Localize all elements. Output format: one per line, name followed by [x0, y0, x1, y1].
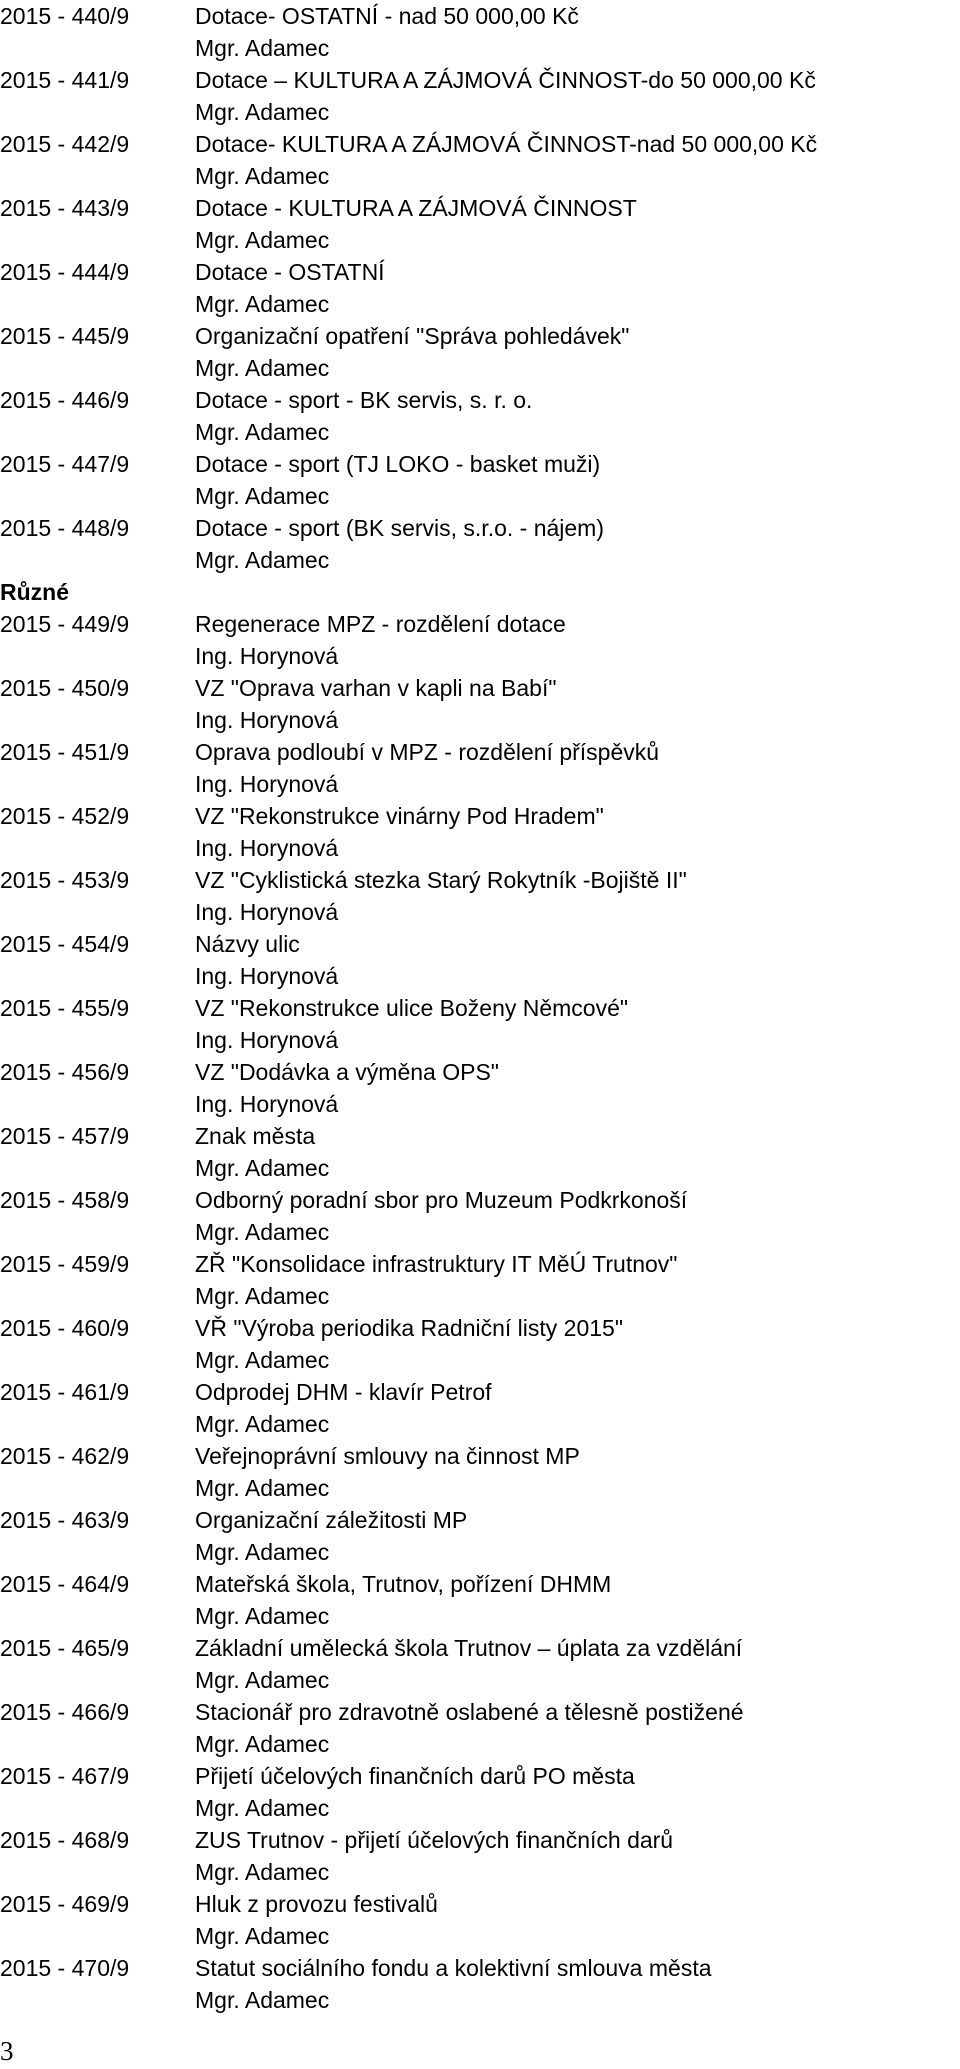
resolution-row	[0, 1760, 960, 1792]
responsible-person: Mgr. Adamec	[195, 163, 330, 189]
resolution-number: 2015 - 466/9	[0, 1699, 130, 1725]
responsible-person: Mgr. Adamec	[195, 1475, 330, 1501]
responsible-row	[0, 1216, 960, 1248]
responsible-person: Mgr. Adamec	[195, 1283, 330, 1309]
responsible-row	[0, 288, 960, 320]
resolution-number: 2015 - 449/9	[0, 611, 130, 637]
resolution-title: Dotace - OSTATNÍ	[195, 259, 385, 285]
resolution-number: 2015 - 458/9	[0, 1187, 130, 1213]
responsible-row	[0, 96, 960, 128]
resolution-number: 2015 - 470/9	[0, 1955, 130, 1981]
responsible-person: Mgr. Adamec	[195, 291, 330, 317]
resolution-row	[0, 1376, 960, 1408]
resolution-title: Dotace - sport (TJ LOKO - basket muži)	[195, 451, 601, 477]
responsible-row	[0, 1024, 960, 1056]
responsible-row	[0, 352, 960, 384]
resolution-title: VZ "Cyklistická stezka Starý Rokytník -Bojiště II"	[195, 867, 687, 893]
responsible-row	[0, 1920, 960, 1952]
responsible-person: Ing. Horynová	[195, 1091, 339, 1117]
responsible-person: Ing. Horynová	[195, 707, 339, 733]
resolution-title: ZUS Trutnov - přijetí účelových finančních darů	[195, 1827, 674, 1853]
resolution-number: 2015 - 440/9	[0, 3, 130, 29]
responsible-person: Mgr. Adamec	[195, 547, 330, 573]
responsible-person: Mgr. Adamec	[195, 1155, 330, 1181]
responsible-person: Mgr. Adamec	[195, 355, 330, 381]
resolution-number: 2015 - 461/9	[0, 1379, 130, 1405]
responsible-person: Mgr. Adamec	[195, 35, 330, 61]
resolution-row	[0, 1888, 960, 1920]
responsible-person: Mgr. Adamec	[195, 99, 330, 125]
responsible-row	[0, 1664, 960, 1696]
resolution-row	[0, 1120, 960, 1152]
responsible-row	[0, 960, 960, 992]
resolution-row	[0, 1056, 960, 1088]
resolution-title: Přijetí účelových finančních darů PO města	[195, 1763, 635, 1789]
resolution-row	[0, 0, 960, 32]
responsible-row	[0, 416, 960, 448]
responsible-row	[0, 1472, 960, 1504]
responsible-row	[0, 640, 960, 672]
resolution-number: 2015 - 455/9	[0, 995, 130, 1021]
section-heading: Různé	[0, 579, 69, 605]
resolution-title: VŘ "Výroba periodika Radniční listy 2015"	[195, 1315, 623, 1341]
resolution-title: VZ "Dodávka a výměna OPS"	[195, 1059, 499, 1085]
resolution-number: 2015 - 445/9	[0, 323, 130, 349]
resolution-entry	[0, 864, 960, 928]
responsible-person: Mgr. Adamec	[195, 483, 330, 509]
resolution-entry	[0, 1376, 960, 1440]
resolution-title: VZ "Rekonstrukce ulice Boženy Němcové"	[195, 995, 629, 1021]
responsible-row	[0, 1152, 960, 1184]
resolution-entry	[0, 1824, 960, 1888]
responsible-row	[0, 160, 960, 192]
responsible-row	[0, 1600, 960, 1632]
resolution-row	[0, 672, 960, 704]
resolution-number: 2015 - 441/9	[0, 67, 130, 93]
resolution-entry	[0, 128, 960, 192]
responsible-person: Mgr. Adamec	[195, 1731, 330, 1757]
resolution-entry	[0, 672, 960, 736]
resolution-row	[0, 1184, 960, 1216]
resolution-title: Hluk z provozu festivalů	[195, 1891, 438, 1917]
resolution-title: Stacionář pro zdravotně oslabené a tělesně postižené	[195, 1699, 744, 1725]
resolution-row	[0, 128, 960, 160]
resolution-entry	[0, 800, 960, 864]
resolution-number: 2015 - 442/9	[0, 131, 130, 157]
resolution-title: Dotace- OSTATNÍ - nad 50 000,00 Kč	[195, 3, 579, 29]
resolution-row	[0, 736, 960, 768]
resolution-number: 2015 - 446/9	[0, 387, 130, 413]
responsible-person: Ing. Horynová	[195, 643, 339, 669]
resolution-number: 2015 - 459/9	[0, 1251, 130, 1277]
resolution-number: 2015 - 444/9	[0, 259, 130, 285]
responsible-person: Mgr. Adamec	[195, 1987, 330, 2013]
responsible-row	[0, 704, 960, 736]
resolution-title: Mateřská škola, Trutnov, pořízení DHMM	[195, 1571, 612, 1597]
responsible-person: Mgr. Adamec	[195, 1667, 330, 1693]
resolution-row	[0, 1440, 960, 1472]
responsible-row	[0, 480, 960, 512]
resolution-number: 2015 - 453/9	[0, 867, 130, 893]
resolution-number: 2015 - 456/9	[0, 1059, 130, 1085]
resolution-row	[0, 864, 960, 896]
resolution-entry	[0, 1696, 960, 1760]
resolution-row	[0, 192, 960, 224]
resolution-row	[0, 1312, 960, 1344]
resolution-row	[0, 1248, 960, 1280]
resolution-title: VZ "Oprava varhan v kapli na Babí"	[195, 675, 557, 701]
responsible-person: Mgr. Adamec	[195, 1795, 330, 1821]
resolution-number: 2015 - 462/9	[0, 1443, 130, 1469]
resolution-number: 2015 - 452/9	[0, 803, 130, 829]
resolution-number: 2015 - 448/9	[0, 515, 130, 541]
responsible-person: Ing. Horynová	[195, 963, 339, 989]
resolution-number: 2015 - 454/9	[0, 931, 130, 957]
resolution-entry	[0, 512, 960, 576]
resolution-entry	[0, 0, 960, 64]
resolution-title: Dotace - sport - BK servis, s. r. o.	[195, 387, 533, 413]
resolution-title: Znak města	[195, 1123, 316, 1149]
responsible-row	[0, 1088, 960, 1120]
resolution-row	[0, 928, 960, 960]
resolution-entry	[0, 1504, 960, 1568]
resolution-title: ZŘ "Konsolidace infrastruktury IT MěÚ Trutnov"	[195, 1251, 678, 1277]
resolution-title: Odborný poradní sbor pro Muzeum Podkrkonoší	[195, 1187, 688, 1213]
resolution-entry	[0, 608, 960, 672]
resolution-entry	[0, 1312, 960, 1376]
responsible-person: Mgr. Adamec	[195, 419, 330, 445]
resolution-entry	[0, 736, 960, 800]
resolution-entry	[0, 320, 960, 384]
resolution-row	[0, 1504, 960, 1536]
responsible-row	[0, 1984, 960, 2016]
responsible-person: Mgr. Adamec	[195, 227, 330, 253]
resolution-entry	[0, 1120, 960, 1184]
resolution-row	[0, 992, 960, 1024]
resolution-title: Statut sociálního fondu a kolektivní smlouva města	[195, 1955, 712, 1981]
responsible-person: Ing. Horynová	[195, 835, 339, 861]
resolution-number: 2015 - 467/9	[0, 1763, 130, 1789]
resolution-entry	[0, 256, 960, 320]
responsible-row	[0, 1280, 960, 1312]
responsible-row	[0, 32, 960, 64]
resolution-number: 2015 - 465/9	[0, 1635, 130, 1661]
resolution-entry	[0, 1760, 960, 1824]
resolution-title: Veřejnoprávní smlouvy na činnost MP	[195, 1443, 580, 1469]
resolution-row	[0, 448, 960, 480]
resolution-row	[0, 1696, 960, 1728]
resolution-title: Základní umělecká škola Trutnov – úplata za vzdělání	[195, 1635, 743, 1661]
responsible-row	[0, 1856, 960, 1888]
responsible-row	[0, 1536, 960, 1568]
responsible-row	[0, 832, 960, 864]
resolution-entry	[0, 1952, 960, 2016]
resolution-title: Odprodej DHM - klavír Petrof	[195, 1379, 492, 1405]
resolution-entry	[0, 1056, 960, 1120]
resolution-title: Dotace- KULTURA A ZÁJMOVÁ ČINNOST-nad 50 000,00 Kč	[195, 131, 818, 157]
resolution-number: 2015 - 469/9	[0, 1891, 130, 1917]
resolution-row	[0, 384, 960, 416]
resolution-title: Regenerace MPZ - rozdělení dotace	[195, 611, 566, 637]
resolution-row	[0, 64, 960, 96]
resolution-number: 2015 - 450/9	[0, 675, 130, 701]
resolution-row	[0, 320, 960, 352]
responsible-row	[0, 1728, 960, 1760]
resolution-title: Dotace - sport (BK servis, s.r.o. - nájem)	[195, 515, 605, 541]
resolution-title: Organizační záležitosti MP	[195, 1507, 468, 1533]
resolution-entry	[0, 64, 960, 128]
resolution-number: 2015 - 463/9	[0, 1507, 130, 1533]
resolution-row	[0, 1632, 960, 1664]
resolution-entry	[0, 1568, 960, 1632]
resolution-entry	[0, 1440, 960, 1504]
responsible-row	[0, 544, 960, 576]
responsible-row	[0, 1344, 960, 1376]
resolution-number: 2015 - 464/9	[0, 1571, 130, 1597]
responsible-person: Mgr. Adamec	[195, 1411, 330, 1437]
resolution-entry	[0, 1888, 960, 1952]
resolution-title: Dotace – KULTURA A ZÁJMOVÁ ČINNOST-do 50 000,00 Kč	[195, 67, 816, 93]
resolution-entry	[0, 992, 960, 1056]
resolution-row	[0, 1824, 960, 1856]
resolution-number: 2015 - 451/9	[0, 739, 130, 765]
resolution-entry	[0, 1248, 960, 1312]
responsible-person: Mgr. Adamec	[195, 1603, 330, 1629]
resolution-row	[0, 1952, 960, 1984]
responsible-person: Ing. Horynová	[195, 1027, 339, 1053]
responsible-row	[0, 1792, 960, 1824]
resolution-title: Názvy ulic	[195, 931, 300, 957]
resolution-number: 2015 - 468/9	[0, 1827, 130, 1853]
responsible-person: Ing. Horynová	[195, 771, 339, 797]
resolution-row	[0, 256, 960, 288]
responsible-row	[0, 224, 960, 256]
responsible-person: Mgr. Adamec	[195, 1347, 330, 1373]
resolution-entry	[0, 384, 960, 448]
resolution-number: 2015 - 447/9	[0, 451, 130, 477]
resolution-title: Oprava podloubí v MPZ - rozdělení příspěvků	[195, 739, 660, 765]
responsible-person: Mgr. Adamec	[195, 1219, 330, 1245]
responsible-person: Ing. Horynová	[195, 899, 339, 925]
responsible-person: Mgr. Adamec	[195, 1859, 330, 1885]
responsible-row	[0, 768, 960, 800]
resolution-entry	[0, 448, 960, 512]
resolution-title: VZ "Rekonstrukce vinárny Pod Hradem"	[195, 803, 604, 829]
resolution-number: 2015 - 443/9	[0, 195, 130, 221]
resolution-number: 2015 - 460/9	[0, 1315, 130, 1341]
resolution-title: Dotace - KULTURA A ZÁJMOVÁ ČINNOST	[195, 195, 637, 221]
resolution-row	[0, 608, 960, 640]
responsible-row	[0, 896, 960, 928]
resolution-row	[0, 512, 960, 544]
responsible-person: Mgr. Adamec	[195, 1539, 330, 1565]
resolution-title: Organizační opatření "Správa pohledávek"	[195, 323, 630, 349]
resolution-row	[0, 800, 960, 832]
page-number: 3	[0, 2036, 14, 2066]
resolution-entry	[0, 192, 960, 256]
resolution-entry	[0, 1632, 960, 1696]
responsible-row	[0, 1408, 960, 1440]
resolution-number: 2015 - 457/9	[0, 1123, 130, 1149]
responsible-person: Mgr. Adamec	[195, 1923, 330, 1949]
resolution-entry	[0, 1184, 960, 1248]
resolution-row	[0, 1568, 960, 1600]
resolution-entry	[0, 928, 960, 992]
